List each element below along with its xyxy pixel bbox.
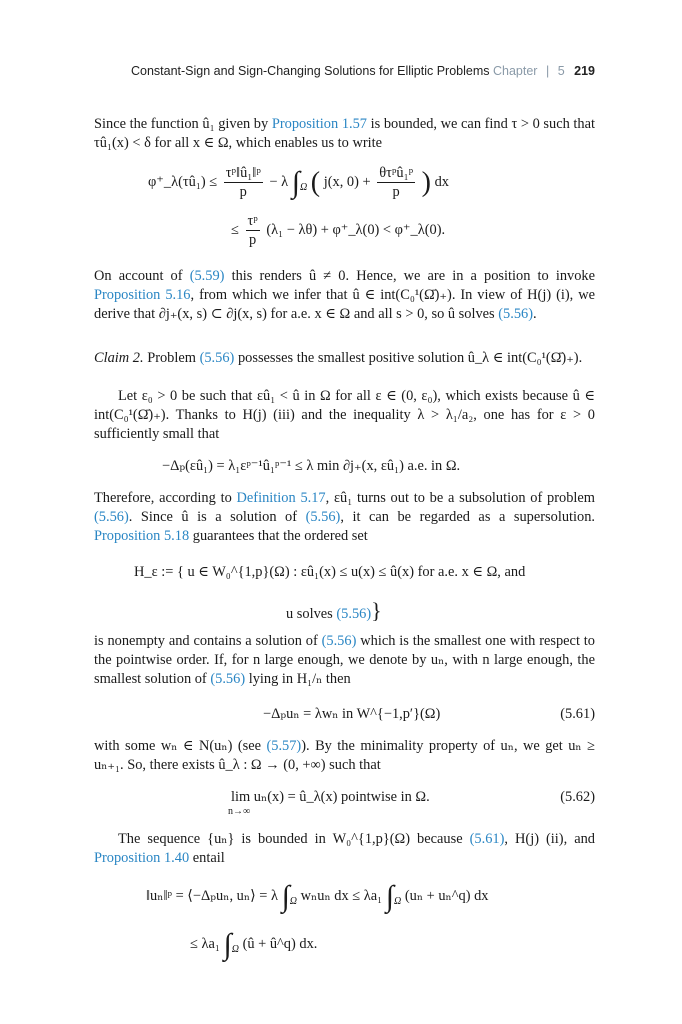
eq1-numerator: τᵖ‖û₁‖ᵖ (225, 165, 261, 182)
link-eq-5-57[interactable]: (5.57) (266, 738, 302, 754)
p7-text-c: entail (192, 850, 225, 867)
link-proposition-5-16[interactable]: Proposition 5.16 (94, 287, 191, 304)
p2-text-d: . (533, 306, 537, 323)
link-proposition-1-57[interactable]: Proposition 1.57 (271, 116, 368, 132)
eq1b-lead: ≤ (231, 221, 239, 238)
chapter-number: 5 (557, 64, 565, 78)
link-eq-5-56-p5a[interactable]: (5.56) (321, 633, 357, 649)
p7-text-a: The sequence {uₙ} is bounded in W₀^{1,p}(Ω) because (118, 831, 463, 847)
left-paren: ( (310, 167, 321, 198)
eq4-mid: wₙuₙ dx ≤ λa₁ (300, 888, 383, 904)
page-number: 219 (574, 64, 595, 78)
equation-5-61-tag: (5.61) (560, 706, 595, 722)
p6-text-b: ). By the minimality property of uₙ, we get uₙ ≥ uₙ₊₁. So, there exists û_λ : Ω → (0, +∞) such that (94, 738, 595, 774)
eq1-fraction-2 (377, 164, 415, 201)
eq1b-tail: (λ₁ − λθ) + φ⁺_λ(0) < φ⁺_λ(0). (266, 221, 446, 238)
equation-2: −Δₚ(εû₁) = λ₁εᵖ⁻¹û₁ᵖ⁻¹ ≤ λ min ∂j₊(x, εû₁) a.e. in Ω. (162, 458, 461, 474)
link-eq-5-56-p4b[interactable]: (5.56) (305, 509, 341, 526)
equation-1-line-1 (148, 160, 449, 201)
equation-1-line-2 (231, 212, 445, 249)
claim-text-a: Problem (147, 350, 196, 366)
p4-text-e: guarantees that the ordered set (192, 528, 368, 545)
paragraph-3 (94, 387, 595, 445)
p4-text-d: , it can be regarded as a supersolution. (340, 509, 595, 526)
eq1-lhs: φ⁺_λ(τû₁) ≤ (148, 174, 218, 190)
equation-5-62: lim uₙ(x) = û_λ(x) pointwise in Ω. (231, 789, 430, 805)
link-eq-5-56-p5b[interactable]: (5.56) (210, 671, 246, 688)
running-header (0, 64, 595, 78)
paragraph-6 (94, 737, 595, 775)
p1-text-b: is bounded, we can find τ > 0 such that τû₁(x) < δ for all x ∈ Ω, which enables us to write (94, 116, 595, 152)
eq1b-numerator: τᵖ (247, 213, 258, 229)
p2-text-b: this renders û ≠ 0. Hence, we are in a position to invoke (231, 268, 595, 284)
p5-text-b: which is the smallest one with respect to the pointwise order. If, for n large enough, we denote by uₙ, with n large enough, the smallest solution of (94, 633, 595, 688)
equation-5-62-limit-subscript: n→∞ (228, 806, 251, 817)
eq1-integrand: j(x, 0) + (323, 174, 371, 190)
p4-text-a: Therefore, according to (94, 490, 232, 506)
eq1b-fraction (246, 212, 260, 249)
claim-label: Claim 2. (94, 350, 144, 366)
header-separator: | (545, 64, 550, 78)
integral-domain-2: Ω (289, 895, 298, 907)
eq1-mid: − λ (269, 174, 289, 190)
eq5-tail: (û + û^q) dx. (242, 936, 318, 952)
equation-final-line-2 (190, 922, 318, 961)
p4-text-b: , εû₁ turns out to be a subsolution of problem (325, 490, 595, 506)
link-eq-5-56-set[interactable]: (5.56) (336, 606, 372, 622)
integral-domain: Ω (299, 181, 308, 193)
p5-text-a: is nonempty and contains a solution of (94, 633, 318, 649)
integral-domain-4: Ω (231, 943, 239, 955)
claim-text-b: possesses the smallest positive solution û_λ ∈ int(C₀¹(Ω̄)₊). (237, 350, 583, 366)
link-eq-5-61[interactable]: (5.61) (469, 831, 505, 847)
set-close-brace: } (371, 598, 382, 623)
eq1-numerator-2: θτᵖû₁ᵖ (379, 165, 414, 182)
chapter-label: Chapter (493, 64, 538, 78)
link-proposition-5-18[interactable]: Proposition 5.18 (94, 528, 190, 545)
eq1-denominator: p (239, 184, 247, 201)
link-proposition-1-40[interactable]: Proposition 1.40 (94, 850, 190, 867)
integral-sign-2: ∫ (281, 880, 290, 913)
link-eq-5-59[interactable]: (5.59) (189, 268, 225, 284)
p3-text: Let ε₀ > 0 be such that εû₁ < û in Ω for all ε ∈ (0, ε₀), which exists because û ∈ int(C₀¹(Ω̄)₊). Thanks to H(j) (iii) and the inequality λ > λ₁/a₂, one has for ε > 0 sufficiently small that (94, 388, 595, 443)
paragraph-7 (94, 830, 595, 868)
link-definition-5-17[interactable]: Definition 5.17 (236, 490, 326, 506)
paragraph-1 (94, 115, 595, 153)
claim-2 (94, 349, 595, 368)
paragraph-4 (94, 489, 595, 547)
link-eq-5-56-claim[interactable]: (5.56) (199, 350, 235, 366)
eq4-tail: (uₙ + uₙ^q) dx (404, 888, 489, 904)
p7-text-b: , H(j) (ii), and (504, 831, 595, 847)
eq1-fraction (224, 164, 263, 201)
equation-5-61: −Δₚuₙ = λwₙ in W^{−1,p′}(Ω) (263, 706, 441, 722)
p6-text-a: with some wₙ ∈ N(uₙ) (see (94, 738, 261, 754)
p2-text-a: On account of (94, 268, 183, 284)
set-definition-line-1: H_ε := { u ∈ W₀^{1,p}(Ω) : εû₁(x) ≤ u(x) ≤ û(x) for a.e. x ∈ Ω, and (134, 564, 526, 580)
running-title: Constant-Sign and Sign-Changing Solutions for Elliptic Problems (130, 64, 490, 78)
set-solves-text: u solves (286, 606, 333, 622)
equation-final-line-1 (146, 874, 489, 913)
set-definition-line-2 (286, 598, 382, 624)
p4-text-c: . Since û is a solution of (128, 509, 298, 526)
eq1-denominator-2: p (392, 184, 400, 201)
integral-sign-4: ∫ (223, 928, 232, 961)
link-eq-5-56[interactable]: (5.56) (498, 306, 534, 323)
eq1b-denominator: p (249, 232, 257, 248)
p2-text-c: , from which we infer that û ∈ int(C₀¹(Ω̄)₊). In view of H(j) (i), we derive that ∂j₊(x, s) ⊂ ∂j(x, s) for a.e. x ∈ Ω and all s > 0, so û solves (94, 287, 595, 323)
integral-sign: ∫ (291, 166, 300, 199)
right-paren: ) (421, 167, 431, 198)
paragraph-5 (94, 632, 595, 690)
p5-text-c: lying in H₁/ₙ then (248, 671, 351, 688)
integral-sign-3: ∫ (385, 880, 394, 913)
p1-text-a: Since the function û₁ given by (94, 116, 269, 132)
eq4-lhs: ‖uₙ‖ᵖ = ⟨−Δₚuₙ, uₙ⟩ = λ (146, 888, 278, 904)
integral-domain-3: Ω (393, 895, 402, 907)
link-eq-5-56-p4a[interactable]: (5.56) (94, 509, 129, 526)
eq5-lead: ≤ λa₁ (190, 936, 220, 952)
paragraph-2 (94, 267, 595, 325)
equation-5-62-tag: (5.62) (560, 789, 595, 805)
eq1-tail: dx (434, 174, 449, 190)
